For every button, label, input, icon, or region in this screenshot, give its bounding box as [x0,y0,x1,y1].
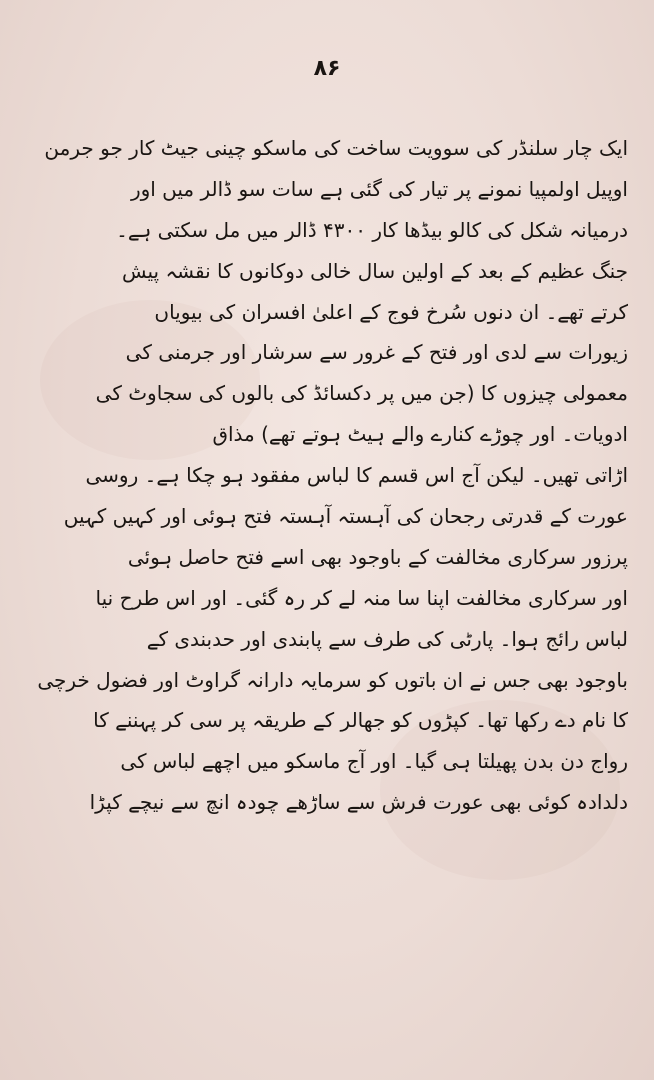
text-line: رواج دن بدن پھیلتا ہی گیا۔ اور آج ماسکو میں اچھے لباس کی [120,749,628,774]
text-line: معمولی چیزوں کا (جن میں پر دکسائڈ کی بالوں کی سجاوٹ کی [95,381,628,406]
text-line: اوپیل اولمپیا نمونے پر تیار کی گئی ہے سات سو ڈالر میں اور [130,176,628,201]
page-number: ۸۶ [313,56,341,81]
text-line: درمیانہ شکل کی کالو بیڈھا کار ۴۳۰۰ ڈالر میں مل سکتی ہے۔ [116,217,628,242]
text-line: ایک چار سلنڈر کی سوویت ساخت کی ماسکو چینی جیٹ کار جو جرمن [44,136,628,160]
text-line: پرزور سرکاری مخالفت کے باوجود بھی اسے فتح حاصل ہوئی [127,544,628,569]
text-line: جنگ عظیم کے بعد کے اولین سال خالی دوکانوں کا نقشہ پیش [121,258,628,283]
text-line: زیورات سے لدی اور فتح کے غرور سے سرشار اور جرمنی کی [125,340,628,365]
text-line: اڑاتی تھیں۔ لیکن آج اس قسم کا لباس مفقود ہو چکا ہے۔ روسی [85,463,628,488]
text-line: اور سرکاری مخالفت اپنا سا منہ لے کر رہ گئی۔ اور اس طرح نیا [95,585,628,610]
text-line: کا نام دے رکھا تھا۔ کپڑوں کو جھالر کے طریقہ پر سی کر پہننے کا [93,708,628,733]
text-line: دلدادہ کوئی بھی عورت فرش سے ساڑھے چودہ انچ سے نیچے کپڑا [89,790,628,815]
body-text [20,128,628,823]
text-line: کرتے تھے۔ ان دنوں سُرخ فوج کے اعلیٰ افسران کی بیویاں [154,299,628,324]
text-line: باوجود بھی جس نے ان باتوں کو سرمایہ دارانہ گراوٹ اور فضول خرچی [37,667,628,692]
text-line: ادویات۔ اور چوڑے کنارے والے ہیٹ ہوتے تھے) مذاق [212,422,628,447]
text-line: عورت کے قدرتی رجحان کی آہستہ آہستہ فتح ہوئی اور کہیں کہیں [63,504,628,529]
text-line: لباس رائج ہوا۔ پارٹی کی طرف سے پابندی اور حدبندی کے [146,626,628,651]
